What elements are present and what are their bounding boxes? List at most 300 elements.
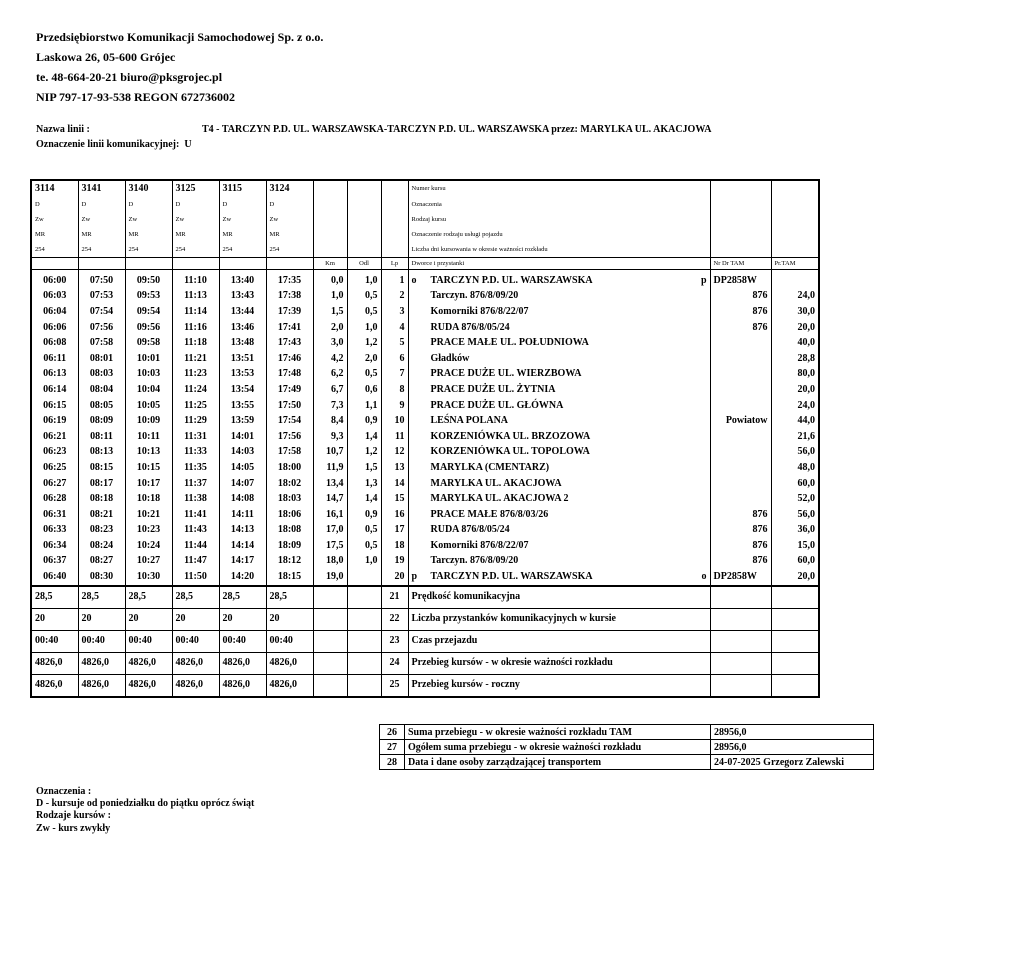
legend-title-designations: Oznaczenia : bbox=[36, 786, 92, 797]
stop-km: 14,7 bbox=[313, 491, 347, 507]
stop-name: MARYLKA UL. AKACJOWA bbox=[430, 477, 562, 489]
empty-cell bbox=[771, 197, 819, 212]
departure-time: 14:17 bbox=[219, 554, 266, 570]
stop-prefix: o bbox=[411, 274, 417, 286]
stop-name-wrap bbox=[412, 414, 707, 428]
departure-time: 11:47 bbox=[172, 554, 219, 570]
summary-row bbox=[31, 652, 819, 674]
departure-time: 18:15 bbox=[266, 569, 313, 586]
empty-cell bbox=[347, 674, 381, 697]
departure-time: 10:24 bbox=[125, 538, 172, 554]
stop-odl: 0,5 bbox=[347, 523, 381, 539]
stop-row bbox=[31, 538, 819, 554]
stop-km: 19,0 bbox=[313, 569, 347, 586]
totals-row bbox=[380, 725, 874, 740]
stop-lp: 20 bbox=[381, 569, 408, 586]
empty-cell bbox=[78, 258, 125, 270]
stop-odl: 1,2 bbox=[347, 335, 381, 351]
stop-lp: 5 bbox=[381, 335, 408, 351]
stop-name-cell bbox=[408, 523, 710, 539]
departure-time: 08:03 bbox=[78, 367, 125, 383]
departure-time: 18:08 bbox=[266, 523, 313, 539]
line-name-label: Nazwa linii : bbox=[36, 124, 90, 135]
stop-name: Gładków bbox=[430, 352, 470, 364]
col-km: Km bbox=[313, 258, 347, 270]
empty-cell bbox=[771, 674, 819, 697]
departure-time: 11:25 bbox=[172, 398, 219, 414]
departure-time: 06:00 bbox=[31, 273, 78, 289]
column-header-row bbox=[31, 258, 819, 270]
stop-pr-tam: 20,0 bbox=[771, 320, 819, 336]
stop-row bbox=[31, 273, 819, 289]
summary-row bbox=[31, 674, 819, 697]
totals-row bbox=[380, 740, 874, 755]
empty-cell bbox=[347, 227, 381, 242]
company-contact: te. 48-664-20-21 biuro@pksgrojec.pl bbox=[36, 70, 223, 84]
departure-time: 11:37 bbox=[172, 476, 219, 492]
departure-time: 11:33 bbox=[172, 445, 219, 461]
stop-name-wrap bbox=[412, 523, 707, 537]
summary-value: 4826,0 bbox=[78, 674, 125, 697]
stop-name-cell bbox=[408, 491, 710, 507]
stop-km: 10,7 bbox=[313, 445, 347, 461]
stop-lp: 1 bbox=[381, 273, 408, 289]
summary-value: 4826,0 bbox=[266, 674, 313, 697]
stop-lp: 7 bbox=[381, 367, 408, 383]
summary-value: 28,5 bbox=[219, 586, 266, 609]
departure-time: 10:18 bbox=[125, 491, 172, 507]
stop-name: TARCZYN P.D. UL. WARSZAWSKA bbox=[430, 571, 593, 583]
departure-time: 17:56 bbox=[266, 429, 313, 445]
departure-time: 06:31 bbox=[31, 507, 78, 523]
stop-nr-tam bbox=[710, 382, 771, 398]
stop-name-left bbox=[412, 336, 589, 350]
stop-km: 1,5 bbox=[313, 304, 347, 320]
stop-name-wrap bbox=[412, 321, 707, 335]
departure-time: 10:27 bbox=[125, 554, 172, 570]
empty-cell bbox=[381, 242, 408, 258]
stop-pr-tam bbox=[771, 273, 819, 289]
stop-name: MARYLKA (CMENTARZ) bbox=[430, 461, 550, 473]
course-designation: D bbox=[219, 197, 266, 212]
stop-name: KORZENIÓWKA UL. TOPOLOWA bbox=[430, 446, 590, 458]
departure-time: 14:13 bbox=[219, 523, 266, 539]
stop-row bbox=[31, 476, 819, 492]
departure-time: 07:56 bbox=[78, 320, 125, 336]
empty-cell bbox=[313, 608, 347, 630]
totals-label: Ogółem suma przebiegu - w okresie ważności rozkładu bbox=[405, 740, 711, 755]
departure-time: 10:05 bbox=[125, 398, 172, 414]
stop-name: Tarczyn. 876/8/09/20 bbox=[430, 555, 519, 567]
stop-nr-tam: Powiatow bbox=[710, 413, 771, 429]
stop-row bbox=[31, 429, 819, 445]
departure-time: 08:30 bbox=[78, 569, 125, 586]
col-pr: Pr.TAM bbox=[771, 258, 819, 270]
empty-cell bbox=[710, 652, 771, 674]
stop-name-left bbox=[412, 321, 510, 335]
departure-time: 06:04 bbox=[31, 304, 78, 320]
row-label: Liczba dni kursowania w okresie ważności rozkładu bbox=[408, 242, 710, 258]
stop-name: Komorniki 876/8/22/07 bbox=[430, 539, 529, 551]
course-days: 254 bbox=[172, 242, 219, 258]
stop-name-wrap bbox=[412, 492, 707, 506]
stop-nr-tam bbox=[710, 476, 771, 492]
course-number: 3141 bbox=[78, 180, 125, 197]
empty-cell bbox=[219, 258, 266, 270]
departure-time: 11:16 bbox=[172, 320, 219, 336]
stop-row bbox=[31, 491, 819, 507]
departure-time: 17:39 bbox=[266, 304, 313, 320]
departure-time: 11:43 bbox=[172, 523, 219, 539]
stop-name: RUDA 876/8/05/24 bbox=[430, 321, 510, 333]
stop-name-cell bbox=[408, 304, 710, 320]
line-designation-label: Oznaczenie linii komunikacyjnej: bbox=[36, 139, 180, 150]
departure-time: 14:07 bbox=[219, 476, 266, 492]
stop-odl: 0,5 bbox=[347, 289, 381, 305]
stop-name-cell bbox=[408, 429, 710, 445]
departure-time: 14:14 bbox=[219, 538, 266, 554]
course-vehicle: MR bbox=[78, 227, 125, 242]
stop-name: TARCZYN P.D. UL. WARSZAWSKA bbox=[430, 274, 593, 286]
stop-nr-tam: 876 bbox=[710, 538, 771, 554]
departure-time: 08:21 bbox=[78, 507, 125, 523]
stop-lp: 14 bbox=[381, 476, 408, 492]
stop-nr-tam bbox=[710, 367, 771, 383]
departure-time: 11:31 bbox=[172, 429, 219, 445]
stop-pr-tam: 56,0 bbox=[771, 507, 819, 523]
course-type: Zw bbox=[172, 212, 219, 227]
stop-km: 9,3 bbox=[313, 429, 347, 445]
stop-lp: 16 bbox=[381, 507, 408, 523]
departure-time: 10:30 bbox=[125, 569, 172, 586]
stop-odl: 0,6 bbox=[347, 382, 381, 398]
company-ids: NIP 797-17-93-538 REGON 672736002 bbox=[36, 90, 235, 104]
stop-name-wrap bbox=[412, 336, 707, 350]
stop-name-left bbox=[412, 414, 509, 428]
stop-name-wrap bbox=[412, 554, 707, 568]
stop-name-left bbox=[412, 554, 519, 568]
line-designation-value: U bbox=[184, 139, 192, 150]
course-number: 3114 bbox=[31, 180, 78, 197]
totals-label: Suma przebiegu - w okresie ważności rozkładu TAM bbox=[405, 725, 711, 740]
summary-value: 4826,0 bbox=[125, 652, 172, 674]
departure-time: 17:49 bbox=[266, 382, 313, 398]
stop-lp: 15 bbox=[381, 491, 408, 507]
departure-time: 08:17 bbox=[78, 476, 125, 492]
departure-time: 13:48 bbox=[219, 335, 266, 351]
course-designation: D bbox=[172, 197, 219, 212]
stop-name: PRACE DUŻE UL. WIERZBOWA bbox=[430, 368, 582, 380]
departure-time: 08:04 bbox=[78, 382, 125, 398]
departure-time: 10:01 bbox=[125, 351, 172, 367]
departure-time: 11:41 bbox=[172, 507, 219, 523]
stop-nr-tam: 876 bbox=[710, 320, 771, 336]
course-days: 254 bbox=[125, 242, 172, 258]
departure-time: 06:28 bbox=[31, 491, 78, 507]
stop-km: 1,0 bbox=[313, 289, 347, 305]
empty-cell bbox=[710, 586, 771, 609]
course-header-row bbox=[31, 242, 819, 258]
stop-name-cell bbox=[408, 273, 710, 289]
summary-value: 4826,0 bbox=[78, 652, 125, 674]
stop-name-wrap bbox=[412, 430, 707, 444]
departure-time: 06:13 bbox=[31, 367, 78, 383]
summary-lp: 22 bbox=[381, 608, 408, 630]
empty-cell bbox=[313, 197, 347, 212]
empty-cell bbox=[381, 180, 408, 197]
departure-time: 18:02 bbox=[266, 476, 313, 492]
empty-cell bbox=[710, 212, 771, 227]
stop-name-wrap bbox=[412, 445, 707, 459]
col-nr: Nr Dr TAM bbox=[710, 258, 771, 270]
stop-pr-tam: 21,6 bbox=[771, 429, 819, 445]
departure-time: 06:33 bbox=[31, 523, 78, 539]
stop-row bbox=[31, 320, 819, 336]
col-odl: Odl bbox=[347, 258, 381, 270]
stop-odl: 0,9 bbox=[347, 507, 381, 523]
stop-name: PRACE MAŁE UL. POŁUDNIOWA bbox=[430, 337, 589, 349]
stop-name-wrap bbox=[412, 352, 707, 366]
stop-name-cell bbox=[408, 413, 710, 429]
stop-name-cell bbox=[408, 367, 710, 383]
stop-odl: 1,1 bbox=[347, 398, 381, 414]
departure-time: 17:43 bbox=[266, 335, 313, 351]
departure-time: 06:34 bbox=[31, 538, 78, 554]
stop-name-wrap bbox=[412, 399, 707, 413]
course-days: 254 bbox=[31, 242, 78, 258]
totals-value: 24-07-2025 Grzegorz Zalewski bbox=[711, 755, 874, 770]
stop-name-wrap bbox=[412, 367, 707, 381]
stop-pr-tam: 20,0 bbox=[771, 569, 819, 586]
summary-value: 20 bbox=[172, 608, 219, 630]
course-designation: D bbox=[78, 197, 125, 212]
stop-lp: 17 bbox=[381, 523, 408, 539]
summary-value: 20 bbox=[125, 608, 172, 630]
departure-time: 06:40 bbox=[31, 569, 78, 586]
departure-time: 11:13 bbox=[172, 289, 219, 305]
legend-title-course-types: Rodzaje kursów : bbox=[36, 810, 111, 821]
empty-cell bbox=[771, 608, 819, 630]
stop-name-cell bbox=[408, 554, 710, 570]
stop-prefix: p bbox=[411, 571, 418, 583]
departure-time: 06:19 bbox=[31, 413, 78, 429]
empty-cell bbox=[347, 242, 381, 258]
stop-km: 16,1 bbox=[313, 507, 347, 523]
stop-name-left bbox=[412, 461, 550, 475]
stop-odl: 1,4 bbox=[347, 491, 381, 507]
stop-odl: 1,0 bbox=[347, 554, 381, 570]
empty-cell bbox=[710, 608, 771, 630]
departure-time: 13:46 bbox=[219, 320, 266, 336]
empty-cell bbox=[771, 630, 819, 652]
stop-odl: 1,3 bbox=[347, 476, 381, 492]
summary-value: 20 bbox=[219, 608, 266, 630]
departure-time: 06:08 bbox=[31, 335, 78, 351]
row-label: Oznaczenia bbox=[408, 197, 710, 212]
stop-name-cell bbox=[408, 351, 710, 367]
stop-nr-tam: 876 bbox=[710, 507, 771, 523]
course-number: 3125 bbox=[172, 180, 219, 197]
stop-row bbox=[31, 445, 819, 461]
empty-cell bbox=[313, 652, 347, 674]
stop-km: 7,3 bbox=[313, 398, 347, 414]
stop-lp: 12 bbox=[381, 445, 408, 461]
stop-name: PRACE MAŁE 876/8/03/26 bbox=[430, 508, 549, 520]
departure-time: 11:10 bbox=[172, 273, 219, 289]
stop-nr-tam bbox=[710, 335, 771, 351]
stop-name-wrap bbox=[412, 289, 707, 303]
course-type: Zw bbox=[31, 212, 78, 227]
summary-label: Czas przejazdu bbox=[408, 630, 710, 652]
summary-value: 20 bbox=[266, 608, 313, 630]
stop-pr-tam: 24,0 bbox=[771, 289, 819, 305]
departure-time: 10:17 bbox=[125, 476, 172, 492]
stop-km: 4,2 bbox=[313, 351, 347, 367]
stop-odl: 1,2 bbox=[347, 445, 381, 461]
departure-time: 10:21 bbox=[125, 507, 172, 523]
departure-time: 06:23 bbox=[31, 445, 78, 461]
empty-cell bbox=[313, 586, 347, 609]
stop-pr-tam: 36,0 bbox=[771, 523, 819, 539]
stop-nr-tam bbox=[710, 460, 771, 476]
stop-nr-tam bbox=[710, 429, 771, 445]
empty-cell bbox=[31, 258, 78, 270]
stop-name-cell bbox=[408, 507, 710, 523]
course-header-row bbox=[31, 227, 819, 242]
company-address: Laskowa 26, 05-600 Grójec bbox=[36, 50, 176, 64]
stop-lp: 4 bbox=[381, 320, 408, 336]
course-vehicle: MR bbox=[219, 227, 266, 242]
summary-value: 28,5 bbox=[31, 586, 78, 609]
summary-value: 4826,0 bbox=[219, 674, 266, 697]
stop-km: 11,9 bbox=[313, 460, 347, 476]
stop-lp: 2 bbox=[381, 289, 408, 305]
stop-row bbox=[31, 523, 819, 539]
summary-value: 28,5 bbox=[172, 586, 219, 609]
departure-time: 18:03 bbox=[266, 491, 313, 507]
empty-cell bbox=[125, 258, 172, 270]
empty-cell bbox=[347, 180, 381, 197]
stop-lp: 8 bbox=[381, 382, 408, 398]
empty-cell bbox=[771, 180, 819, 197]
stop-lp: 3 bbox=[381, 304, 408, 320]
stop-row bbox=[31, 569, 819, 586]
course-designation: D bbox=[125, 197, 172, 212]
departure-time: 18:06 bbox=[266, 507, 313, 523]
stop-pr-tam: 60,0 bbox=[771, 554, 819, 570]
stop-pr-tam: 24,0 bbox=[771, 398, 819, 414]
empty-cell bbox=[313, 180, 347, 197]
departure-time: 06:27 bbox=[31, 476, 78, 492]
totals-lp: 27 bbox=[380, 740, 405, 755]
legend-item-zw: Zw - kurs zwykły bbox=[36, 823, 111, 834]
summary-value: 4826,0 bbox=[219, 652, 266, 674]
departure-time: 14:08 bbox=[219, 491, 266, 507]
course-vehicle: MR bbox=[125, 227, 172, 242]
stop-lp: 9 bbox=[381, 398, 408, 414]
stop-nr-tam: 876 bbox=[710, 523, 771, 539]
empty-cell bbox=[313, 212, 347, 227]
empty-cell bbox=[771, 586, 819, 609]
empty-cell bbox=[266, 258, 313, 270]
stop-name-left bbox=[412, 523, 510, 537]
stop-km: 0,0 bbox=[313, 273, 347, 289]
departure-time: 06:11 bbox=[31, 351, 78, 367]
departure-time: 17:48 bbox=[266, 367, 313, 383]
empty-cell bbox=[710, 180, 771, 197]
departure-time: 17:35 bbox=[266, 273, 313, 289]
stop-name-cell bbox=[408, 335, 710, 351]
empty-cell bbox=[710, 242, 771, 258]
departure-time: 13:43 bbox=[219, 289, 266, 305]
stop-lp: 6 bbox=[381, 351, 408, 367]
summary-value: 00:40 bbox=[219, 630, 266, 652]
summary-value: 4826,0 bbox=[266, 652, 313, 674]
summary-lp: 24 bbox=[381, 652, 408, 674]
stop-name: Komorniki 876/8/22/07 bbox=[430, 305, 529, 317]
stop-row bbox=[31, 554, 819, 570]
departure-time: 11:18 bbox=[172, 335, 219, 351]
summary-row bbox=[31, 630, 819, 652]
stop-name-left bbox=[412, 305, 529, 319]
stop-row bbox=[31, 289, 819, 305]
empty-cell bbox=[313, 674, 347, 697]
col-lp: Lp bbox=[381, 258, 408, 270]
summary-value: 4826,0 bbox=[125, 674, 172, 697]
empty-cell bbox=[381, 197, 408, 212]
stop-name-cell bbox=[408, 289, 710, 305]
stop-name-wrap bbox=[412, 305, 707, 319]
stop-name-left bbox=[412, 508, 549, 522]
departure-time: 08:27 bbox=[78, 554, 125, 570]
stop-suffix: p bbox=[700, 274, 707, 286]
stop-lp: 11 bbox=[381, 429, 408, 445]
stop-name-wrap bbox=[412, 461, 707, 475]
departure-time: 18:00 bbox=[266, 460, 313, 476]
departure-time: 08:11 bbox=[78, 429, 125, 445]
course-designation: D bbox=[266, 197, 313, 212]
stop-name: Tarczyn. 876/8/09/20 bbox=[430, 290, 519, 302]
stop-km: 17,0 bbox=[313, 523, 347, 539]
stop-odl: 1,0 bbox=[347, 320, 381, 336]
empty-cell bbox=[347, 652, 381, 674]
totals-lp: 28 bbox=[380, 755, 405, 770]
course-days: 254 bbox=[266, 242, 313, 258]
stop-km: 6,7 bbox=[313, 382, 347, 398]
empty-cell bbox=[710, 630, 771, 652]
departure-time: 10:03 bbox=[125, 367, 172, 383]
summary-row bbox=[31, 608, 819, 630]
departure-time: 10:04 bbox=[125, 382, 172, 398]
departure-time: 13:51 bbox=[219, 351, 266, 367]
line-designation bbox=[36, 139, 192, 150]
summary-lp: 25 bbox=[381, 674, 408, 697]
departure-time: 09:54 bbox=[125, 304, 172, 320]
departure-time: 07:50 bbox=[78, 273, 125, 289]
stop-pr-tam: 40,0 bbox=[771, 335, 819, 351]
departure-time: 14:20 bbox=[219, 569, 266, 586]
legend-item-d: D - kursuje od poniedziałku do piątku oprócz świąt bbox=[36, 798, 255, 809]
summary-value: 4826,0 bbox=[31, 674, 78, 697]
course-vehicle: MR bbox=[31, 227, 78, 242]
empty-cell bbox=[313, 227, 347, 242]
course-number: 3140 bbox=[125, 180, 172, 197]
summary-value: 00:40 bbox=[78, 630, 125, 652]
stop-km: 6,2 bbox=[313, 367, 347, 383]
stop-pr-tam: 44,0 bbox=[771, 413, 819, 429]
summary-value: 00:40 bbox=[125, 630, 172, 652]
stop-lp: 19 bbox=[381, 554, 408, 570]
